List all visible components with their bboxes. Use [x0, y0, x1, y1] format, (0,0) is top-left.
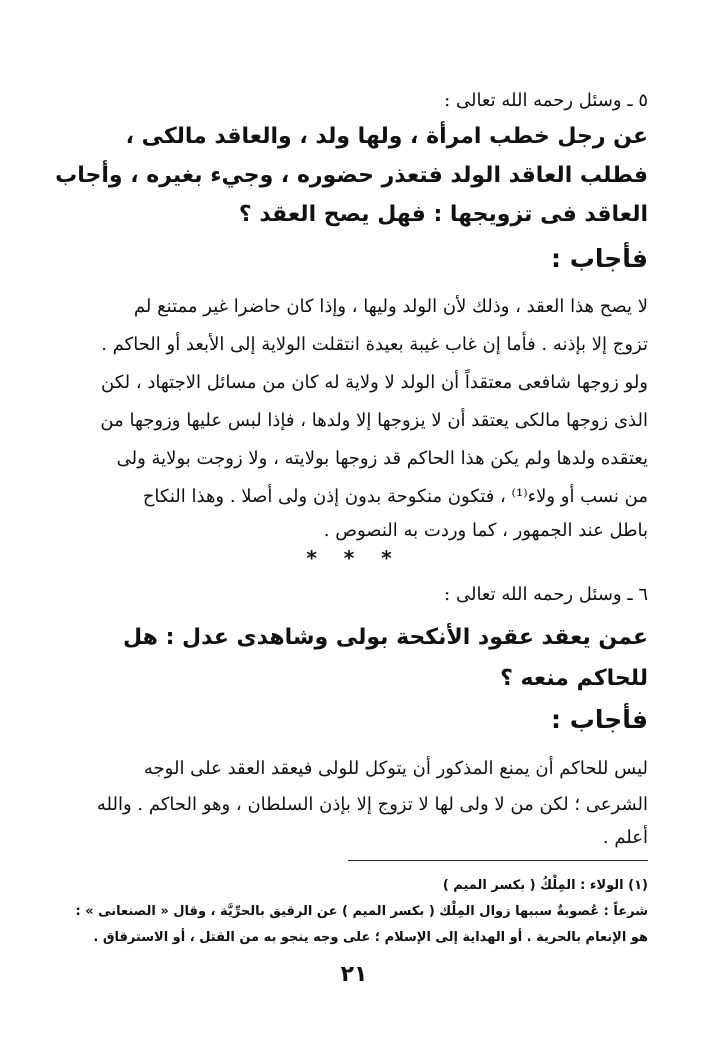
answer5-heading: فأجاب : [551, 244, 648, 273]
page-number: ٢١ [340, 962, 368, 987]
question5-line-2: فطلب العاقد الولد فتعذر حضوره ، وجيء بغيره ، وأجاب [55, 163, 648, 188]
footnote-line-3: هو الإنعام بالحرية . أو الهداية إلى الإسلام ؛ على وجه ينجو به من القتل ، أو الاسترقاق . [93, 930, 648, 945]
answer6-line-1: ليس للحاكم أن يمنع المذكور أن يتوكل للولى فيعقد العقد على الوجه [143, 758, 648, 779]
answer6-line-3: أعلم . [602, 827, 648, 848]
answer5-line-4: الذى زوجها مالكى يعتقد أن لا يزوجها إلا ولدها ، فإذا لبس عليها وزوجها من [100, 410, 648, 431]
question5-heading: ٥ ـ وسئل رحمه الله تعالى : [444, 90, 648, 111]
question6-heading: ٦ ـ وسئل رحمه الله تعالى : [444, 584, 648, 605]
footnote-line-2: شرعاً : عُصوبةٌ سببها زوال المِلْك ( بكسر الميم ) عن الرقيق بالحرِّيَّة ، وقال « الصنعانى » : [75, 904, 648, 919]
answer6-heading: فأجاب : [551, 705, 648, 734]
answer5-line-2: تزوج إلا بإذنه . فأما إن غاب غيبة بعيدة انتقلت الولاية إلى الأبعد أو الحاكم . [101, 334, 648, 355]
answer5-line-5: يعتقده ولدها ولم يكن هذا الحاكم قد زوجها بولايته ، ولا زوجت بولاية ولى [116, 448, 648, 469]
answer5-line-1: لا يصح هذا العقد ، وذلك لأن الولد وليها ، وإذا كان حاضرا غير ممتنع لم [133, 296, 648, 317]
answer5-line-7: باطل عند الجمهور ، كما وردت به النصوص . [323, 520, 648, 541]
answer5-line-3: ولو زوجها شافعى معتقداً أن الولد لا ولاية له كان من مسائل الاجتهاد ، لكن [101, 372, 648, 393]
question5-line-3: العاقد فى تزويجها : فهل يصح العقد ؟ [238, 202, 648, 227]
question6-line-2: للحاكم منعه ؟ [500, 666, 648, 691]
answer5-line-6: من نسب أو ولاء⁽¹⁾ ، فتكون منكوحة بدون إذن ولى أصلا . وهذا النكاح [142, 486, 648, 507]
question5-line-1: عن رجل خطب امرأة ، ولها ولد ، والعاقد مالكى ، [125, 124, 648, 149]
section-separator: * * * [306, 546, 402, 570]
answer6-line-2: الشرعى ؛ لكن من لا ولى لها لا تزوج إلا بإذن السلطان ، وهو الحاكم . والله [96, 794, 648, 815]
question6-line-1: عمن يعقد عقود الأنكحة بولى وشاهدى عدل : هل [123, 625, 648, 650]
footnote-divider [348, 860, 648, 861]
footnote-line-1: (١) الولاء : المِلْكُ ( بكسر الميم ) [442, 878, 648, 893]
